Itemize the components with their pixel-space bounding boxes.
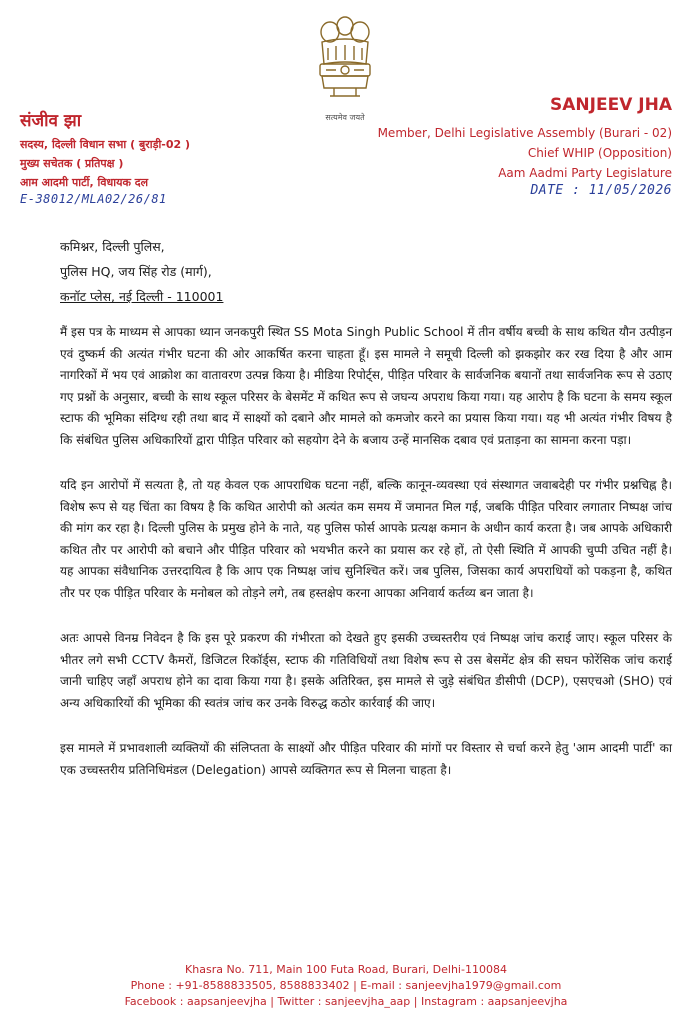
footer-social: Facebook : aapsanjeevjha | Twitter : sanjeevjha_aap | Instagram : aapsanjeevjha [124, 995, 568, 1008]
recipient-line-1: कमिश्नर, दिल्ली पुलिस, [60, 239, 165, 254]
letterhead-footer [0, 962, 692, 1010]
sender-designation-hindi-3: आम आदमी पार्टी, विधायक दल [20, 176, 149, 189]
footer-contact: Phone : +91-8588833505, 8588833402 | E-mail : sanjeevjha1979@gmail.com [130, 979, 562, 992]
sender-hindi-block [20, 108, 190, 206]
body-paragraph-4: इस मामले में प्रभावशाली व्यक्तियों की संलिप्तता के साक्ष्यों और पीड़ित परिवार की मांगों पर विस्तार से चर्चा करने हेतु 'आम आदमी पार्टी' का एक उच्चस्तरीय प्रतिनिधिमंडल (Delegation) आपसे व्यक्तिगत रूप से मिलना चाहता है। [60, 741, 672, 777]
footer-address: Khasra No. 711, Main 100 Futa Road, Burari, Delhi-110084 [185, 963, 507, 976]
reference-number: E-38012/MLA02/26/81 [20, 192, 167, 206]
recipient-address [60, 234, 223, 309]
sender-designation-hindi-2: मुख्य सचेतक ( प्रतिपक्ष ) [20, 157, 124, 170]
sender-name-english: SANJEEV JHA [550, 95, 672, 115]
sender-name-hindi: संजीव झा [20, 111, 82, 131]
body-paragraph-2: यदि इन आरोपों में सत्यता है, तो यह केवल एक आपराधिक घटना नहीं, बल्कि कानून-व्यवस्था एवं संस्थागत जवाबदेही पर गंभीर प्रश्नचिह्न है। विशेष रूप से यह चिंता का विषय है कि कथित आरोपी को अत्यंत कम समय में जमानत मिल गई, जबकि पीड़ित परिवार लगातार निष्पक्ष जांच की मांग कर रहा है। दिल्ली पुलिस के प्रमुख होने के नाते, यह पुलिस फोर्स आपके प्रत्यक्ष कमान के अधीन कार्य करता है। जब आपके अधिकारी कथित तौर पर आरोपी को बचाने और पीड़ित परिवार को भयभीत करने का प्रयास कर रहे हों, तो ऐसी स्थिति में आपकी चुप्पी उचित नहीं है। यह आपका संवैधानिक उत्तरदायित्व है कि आप एक निष्पक्ष जांच सुनिश्चित करें। जब पुलिस, जिसका कार्य अपराधियों को पकड़ना है, कथित तौर पर एक पीड़ित परिवार के मनोबल को तोड़ने लगे, तब हस्तक्षेप करना आपका अनिवार्य कर्तव्य बन जाता है। [60, 478, 672, 600]
letter-date: DATE : 11/05/2026 [530, 183, 672, 198]
emblem-caption: सत्यमेव जयते [325, 113, 365, 122]
sender-designation-english-3: Aam Aadmi Party Legislature [498, 166, 672, 180]
body-paragraph-3: अतः आपसे विनम्र निवेदन है कि इस पूरे प्रकरण की गंभीरता को देखते हुए इसकी उच्चस्तरीय एवं निष्पक्ष जांच कराई जाए। स्कूल परिसर के भीतर लगे सभी CCTV कैमरों, डिजिटल रिकॉर्ड्स, स्टाफ की गतिविधियों तथा विशेष रूप से उस बेसमेंट क्षेत्र की सघन फोरेंसिक जांच कराई जानी चाहिए जहाँ अपराध होने का दावा किया गया है। इसके अतिरिक्त, इस मामले से जुड़े संबंधित डीसीपी (DCP), एसएचओ (SHO) एवं अन्य अधिकारियों की भूमिका की स्वतंत्र जांच कर उनके विरुद्ध कठोर कार्रवाई की जाए। [60, 631, 672, 710]
letter-body [60, 322, 672, 805]
national-emblem-icon [300, 8, 390, 108]
recipient-line-3: कनॉट प्लेस, नई दिल्ली - 110001 [60, 289, 224, 304]
sender-english-block [378, 95, 672, 198]
sender-designation-hindi-1: सदस्य, दिल्ली विधान सभा ( बुराड़ी-02 ) [20, 138, 191, 151]
national-emblem [300, 8, 390, 126]
recipient-line-2: पुलिस HQ, जय सिंह रोड (मार्ग), [60, 264, 212, 279]
body-paragraph-1: मैं इस पत्र के माध्यम से आपका ध्यान जनकपुरी स्थित SS Mota Singh Public School में तीन वर्षीय बच्ची के साथ कथित यौन उत्पीड़न एवं दुष्कर्म की अत्यंत गंभीर घटना की ओर आकर्षित करना चाहता हूँ। इस मामले ने समूची दिल्ली को झकझोर कर रख दिया है और आम नागरिकों में भय एवं आक्रोश का वातावरण उत्पन्न किया है। मीडिया रिपोर्ट्स, पीड़ित परिवार के सार्वजनिक बयानों तथा सार्वजनिक रूप से उठाए गए प्रश्नों के अनुसार, बच्ची के साथ स्कूल परिसर के बेसमेंट में कथित रूप से जघन्य अपराध किया गया। यह आरोप है कि घटना के समय स्कूल स्टाफ की भूमिका संदिग्ध रही तथा बाद में साक्ष्यों को दबाने और मामले को कमजोर करने का प्रयास किया गया। यह भी अत्यंत गंभीर विषय है कि संबंधित पुलिस अधिकारियों द्वारा पीड़ित परिवार को सहयोग देने के बजाय उन्हें मानसिक दबाव एवं प्रताड़ना का सामना करना पड़ा। [60, 325, 672, 447]
sender-designation-english-1: Member, Delhi Legislative Assembly (Burari - 02) [377, 126, 672, 140]
sender-designation-english-2: Chief WHIP (Opposition) [527, 146, 672, 160]
